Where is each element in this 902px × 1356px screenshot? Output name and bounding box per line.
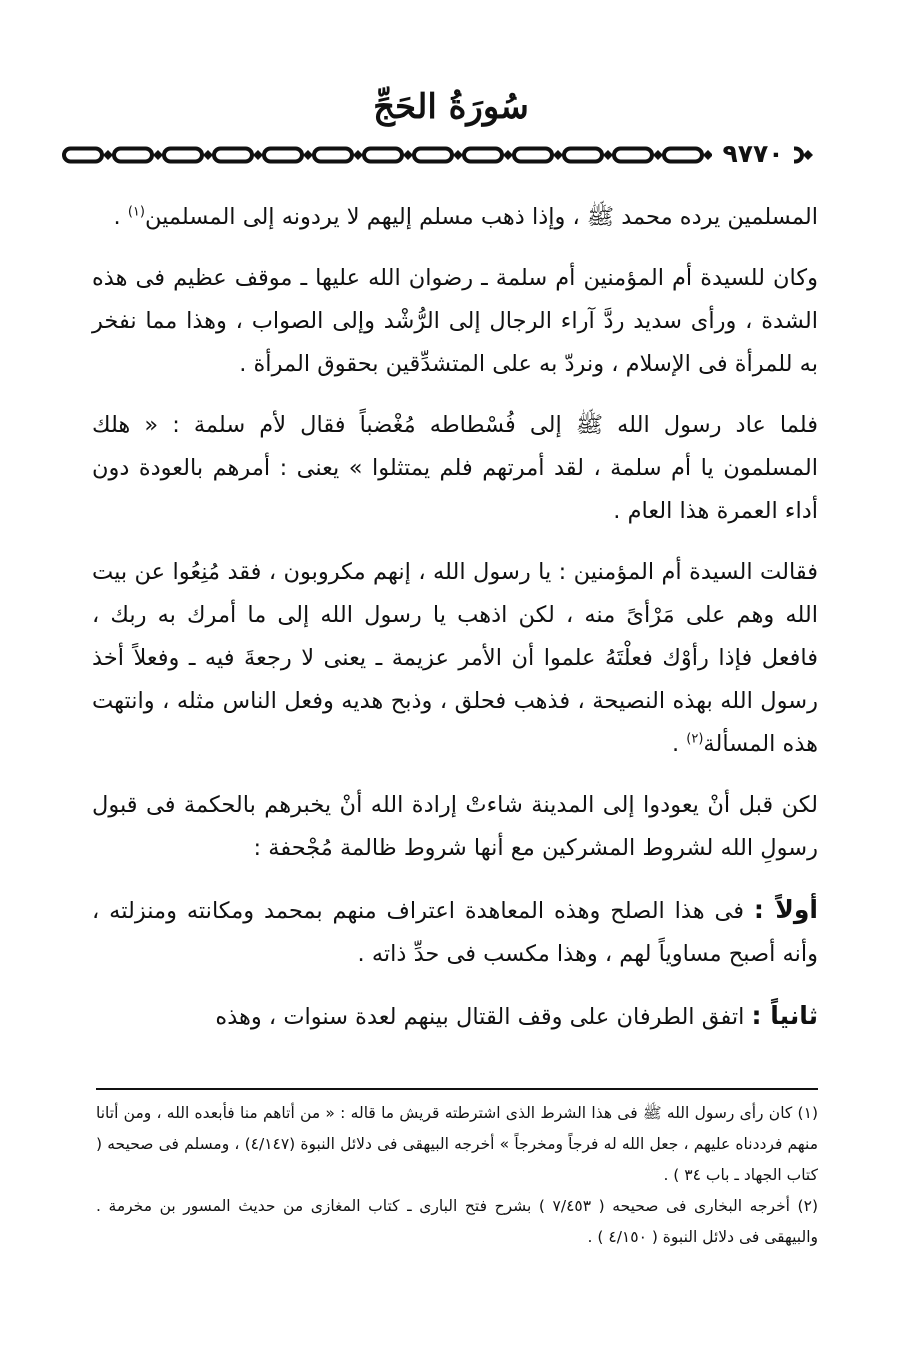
footnotes [96,1098,818,1253]
chain-diamond [653,150,663,160]
chain-diamond [353,150,363,160]
chain-diamond [803,150,813,160]
chain-link [614,149,652,162]
chain-diamond [103,150,113,160]
paragraph-5: لكن قبل أنْ يعودوا إلى المدينة شاءتْ إرادة الله أنْ يخبرهم بالحكمة فى قبول رسولِ الله لشروط المشركين مع أنها شروط ظالمة مُجْحفة : [92,792,818,861]
chain-diamond [603,150,613,160]
chain-link [264,149,302,162]
chain-link [514,149,552,162]
chain-diamond [153,150,163,160]
paragraph-4 [92,551,818,766]
chain-link [364,149,402,162]
paragraph-7-text: اتفق الطرفان على وقف القتال بينهم لعدة سنوات ، وهذه [215,1004,752,1030]
chain-diamond [253,150,263,160]
paragraph-7-lead: ثانياً : [751,1001,818,1030]
paragraph-6-text: فى هذا الصلح وهذه المعاهدة اعتراف منهم بمحمد ومكانته ومنزلته ، وأنه أصبح مساوياً لهم ، وهذا مكسب فى حدِّ ذاته . [92,898,818,967]
paragraph-2: وكان للسيدة أم المؤمنين أم سلمة ـ رضوان الله عليها ـ موقف عظيم فى هذه الشدة ، ورأى سديد ردَّ آراء الرجال إلى الرُّشْد وإلى الصواب ، وهذا مما نفخر به للمرأة فى الإسلام ، ونردّ به على المتشدِّقين بحقوق المرأة . [92,265,818,377]
paragraph-4-text: فقالت السيدة أم المؤمنين : يا رسول الله ، إنهم مكروبون ، فقد مُنِعُوا عن بيت الله وهم على مَرْأىً منه ، لكن اذهب يا رسول الله إلى ما أمرك به ربك ، فافعل فإذا رأوْك فعلْتَهُ علموا أن الأمر عزيمة ـ يعنى لا رجعةَ فيه ـ وفعلاً أخذ رسول الله بهذه النصيحة ، فذهب فحلق ، وذبح هديه وفعل الناس مثله ، وانتهت هذه المسألة [92,559,818,757]
surah-title: سُورَةُ الحَجِّ [373,87,529,127]
footnote-2: (٢) أخرجه البخارى فى صحيحه ( ٧/٤٥٣ ) بشرح فتح البارى ـ كتاب المغازى من حديث المسور بن مخرمة . والبيهقى فى دلائل النبوة ( ٤/١٥٠ ) . [96,1197,818,1246]
chain-link [414,149,452,162]
chain-link [564,149,602,162]
chain-link [214,149,252,162]
footnote-1: (١) كان رأى رسول الله ﷺ فى هذا الشرط الذى اشترطته قريش ما قاله : « من أتاهم منا فأبعده الله ، ومن أتانا منهم فرددناه عليهم ، جعل الله له فرجاً ومخرجاً » أخرجه البيهقى فى دلائل النبوة (٤/١٤٧) ، ومسلم فى صحيحه ( كتاب الجهاد ـ باب ٣٤ ) . [96,1104,818,1184]
paragraph-6-lead: أولاً : [753,895,818,924]
footnote-divider [96,1088,818,1090]
footnote-ref-1: (١) [127,204,145,220]
paragraph-3: فلما عاد رسول الله ﷺ إلى فُسْطاطه مُغْضباً فقال لأم سلمة : « هلك المسلمون يا أم سلمة ، لقد أمرتهم فلم يمتثلوا » يعنى : أمرهم بالعودة دون أداء العمرة هذا العام . [92,412,818,524]
chain-diamond [303,150,313,160]
chain-diamond [503,150,513,160]
chain-link [314,149,352,162]
chain-link [664,149,702,162]
paragraph-7 [92,994,818,1039]
chain-link [164,149,202,162]
page-number: ٩٧٧٠ [712,137,794,171]
chain-diamond [403,150,413,160]
chain-link [464,149,502,162]
footnote-ref-2: (٢) [686,731,704,747]
paragraph-1-end: . [113,204,128,230]
chain-link [64,149,102,162]
paragraph-6 [92,888,818,976]
chain-diamond [203,150,213,160]
paragraph-1 [92,196,818,239]
chain-link [114,149,152,162]
main-text [92,196,818,1039]
paragraph-1-text: المسلمين يرده محمد ﷺ ، وإذا ذهب مسلم إليهم لا يردونه إلى المسلمين [144,204,818,230]
chain-diamond [553,150,563,160]
chain-diamond [453,150,463,160]
paragraph-4-end: . [671,731,687,757]
